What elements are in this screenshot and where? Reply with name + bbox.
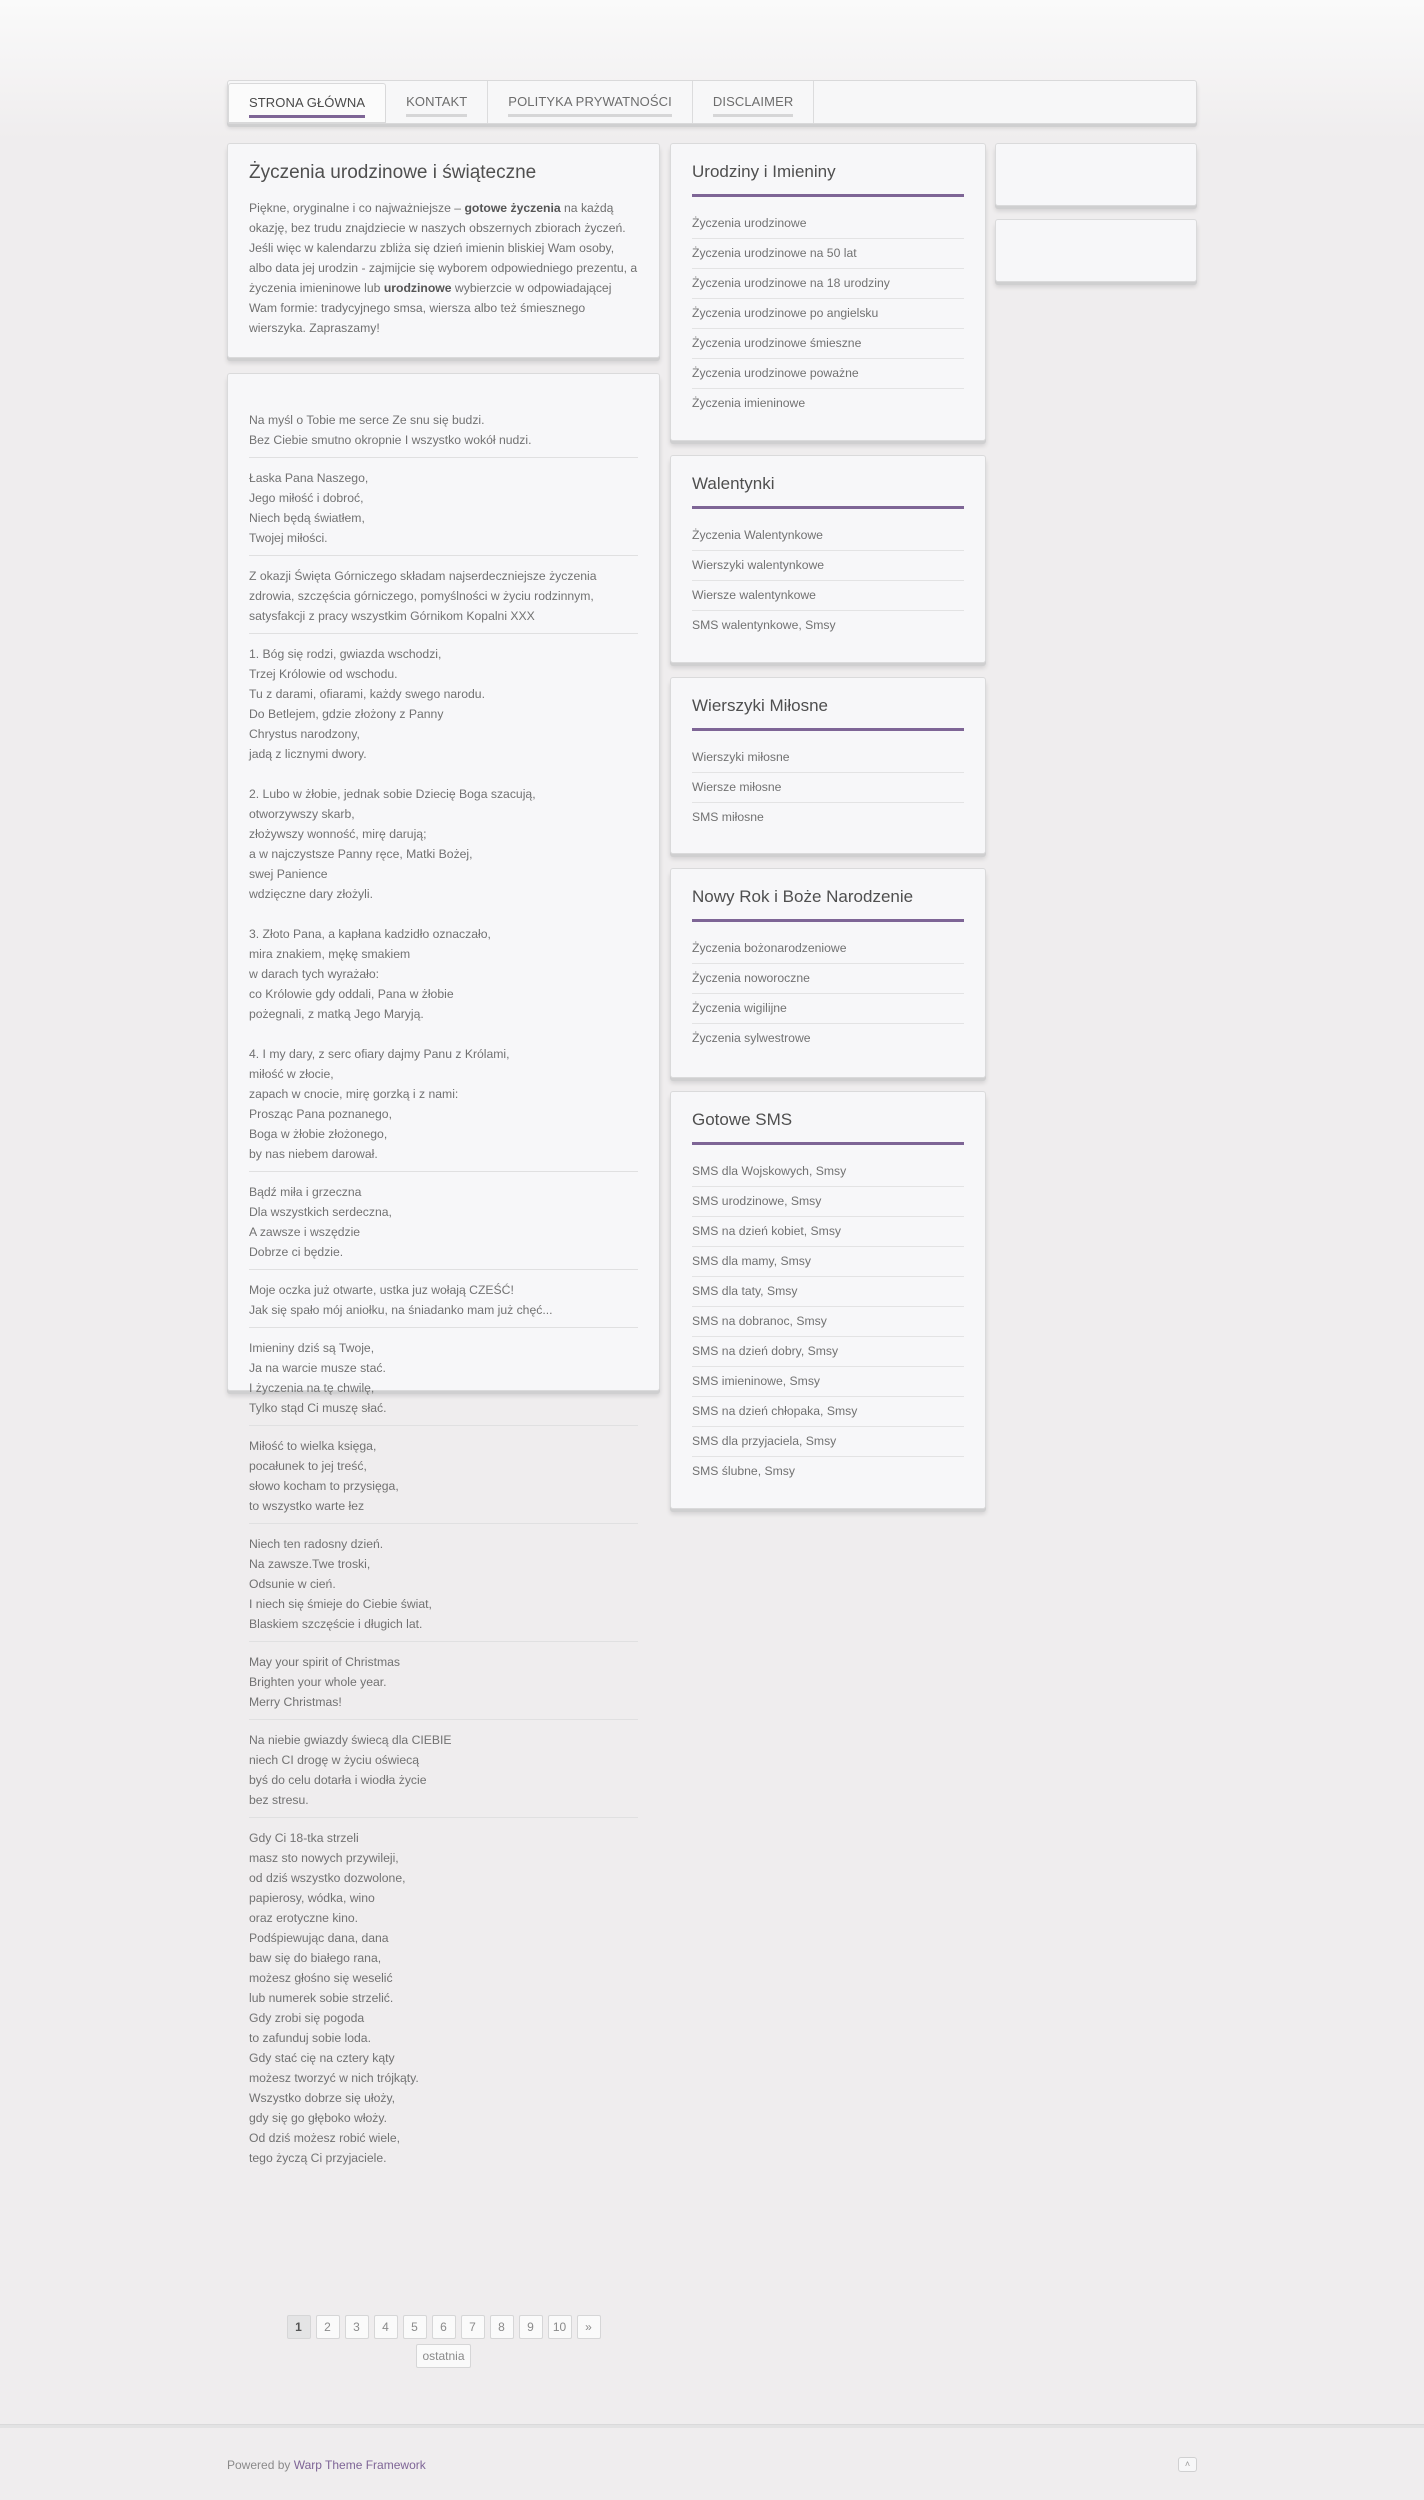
menu-item-contact[interactable] xyxy=(386,81,488,123)
wish-line: Łaska Pana Naszego, xyxy=(249,471,369,485)
wish-line: co Królowie gdy oddali, Pana w żłobie xyxy=(249,987,454,1001)
wish-line: Na zawsze.Twe troski, xyxy=(249,1557,371,1571)
menu-item-privacy-label[interactable]: POLITYKA PRYWATNOŚCI xyxy=(508,88,672,117)
sidebar-link[interactable]: SMS na dobranoc, Smsy xyxy=(692,1307,964,1337)
sidebar-module xyxy=(670,1091,986,1509)
wish-line: Blaskiem szczęście i długich lat. xyxy=(249,1617,423,1631)
sidebar-link[interactable]: SMS imieninowe, Smsy xyxy=(692,1367,964,1397)
pagination-page-6[interactable]: 6 xyxy=(432,2315,456,2339)
wish-line: Podśpiewując dana, dana xyxy=(249,1931,389,1945)
sidebar-link[interactable]: Życzenia urodzinowe na 18 urodziny xyxy=(692,269,964,299)
wish-entry xyxy=(249,1818,638,2175)
sidebar-link[interactable]: Życzenia wigilijne xyxy=(692,994,964,1024)
wish-line: bez stresu. xyxy=(249,1793,309,1807)
wish-line: baw się do białego rana, xyxy=(249,1951,382,1965)
wish-line: Niech będą światłem, xyxy=(249,511,365,525)
wish-entry xyxy=(249,1642,638,1720)
sidebar-module-title: Wierszyki Miłosne xyxy=(692,696,964,731)
menu-item-disclaimer[interactable] xyxy=(693,81,814,123)
wish-line: 2. Lubo w żłobie, jednak sobie Dziecię Boga szacują, xyxy=(249,787,536,801)
sidebar-link[interactable]: SMS na dzień kobiet, Smsy xyxy=(692,1217,964,1247)
sidebar-module xyxy=(670,677,986,854)
wish-line: Jak się spało mój aniołku, na śniadanko mam już chęć... xyxy=(249,1303,553,1317)
sidebar-link[interactable]: SMS dla Wojskowych, Smsy xyxy=(692,1157,964,1187)
sidebar-module-title: Walentynki xyxy=(692,474,964,509)
intro-bold-birthday: urodzinowe xyxy=(383,281,452,295)
wish-line: masz sto nowych przywileji, xyxy=(249,1851,399,1865)
wish-entry xyxy=(249,556,638,634)
wish-line: Twojej miłości. xyxy=(249,531,328,545)
wish-line: tego życzą Ci przyjaciele. xyxy=(249,2151,387,2165)
wish-line: możesz tworzyć w nich trójkąty. xyxy=(249,2071,419,2085)
pagination-page-8[interactable]: 8 xyxy=(490,2315,514,2339)
intro-text-part: wybierzcie w odpowiadającej Wam formie: tradycyjnego smsa, wiersza albo też śmiesznego wierszyka. Zapraszamy! xyxy=(249,281,612,335)
sidebar-link[interactable]: Wiersze miłosne xyxy=(692,773,964,803)
page-title: Życzenia urodzinowe i świąteczne xyxy=(249,162,537,183)
intro-text xyxy=(249,198,638,338)
pagination xyxy=(227,2315,660,2368)
wish-line: lub numerek sobie strzelić. xyxy=(249,1991,394,2005)
wish-line: satysfakcji z pracy wszystkim Górnikom Kopalni XXX xyxy=(249,609,535,623)
sidebar-module-title: Urodziny i Imieniny xyxy=(692,162,964,197)
wish-line: w darach tych wyrażało: xyxy=(249,967,380,981)
pagination-next-button[interactable]: » xyxy=(577,2315,601,2339)
sidebar-link[interactable]: Życzenia sylwestrowe xyxy=(692,1031,811,1045)
pagination-page-1[interactable]: 1 xyxy=(287,2315,311,2339)
wish-line: jadą z licznymi dwory. xyxy=(249,747,367,761)
powered-by-prefix: Powered by xyxy=(227,2458,294,2472)
wish-line: Odsunie w cień. xyxy=(249,1577,336,1591)
sidebar-module xyxy=(670,868,986,1078)
wish-line: pocałunek to jej treść, xyxy=(249,1459,367,1473)
sidebar-link[interactable]: SMS miłosne xyxy=(692,810,764,824)
sidebar-link[interactable]: Życzenia urodzinowe na 50 lat xyxy=(692,239,964,269)
footer xyxy=(0,2424,1424,2500)
wishes-list-box xyxy=(227,373,660,2165)
wish-line: niech CI drogę w życiu oświecą xyxy=(249,1753,420,1767)
sidebar-link[interactable]: Życzenia noworoczne xyxy=(692,964,964,994)
sidebar-link[interactable]: SMS dla mamy, Smsy xyxy=(692,1247,964,1277)
sidebar-link[interactable]: SMS na dzień chłopaka, Smsy xyxy=(692,1397,964,1427)
warp-framework-link[interactable]: Warp Theme Framework xyxy=(293,2458,426,2472)
wish-line: Trzej Królowie od wschodu. xyxy=(249,667,398,681)
wish-line: Boga w żłobie złożonego, xyxy=(249,1127,388,1141)
sidebar-link[interactable]: Życzenia urodzinowe poważne xyxy=(692,359,964,389)
wish-entry xyxy=(249,458,638,556)
sidebar-link[interactable]: SMS walentynkowe, Smsy xyxy=(692,618,836,632)
sidebar-link[interactable]: Życzenia bożonarodzeniowe xyxy=(692,934,964,964)
intro-text-part: Piękne, oryginalne i co najważniejsze – xyxy=(249,201,465,215)
wish-line: 3. Złoto Pana, a kapłana kadzidło oznaczało, xyxy=(249,927,491,941)
right-module-empty-2 xyxy=(995,219,1197,282)
stanza-gap xyxy=(249,904,638,924)
sidebar-link[interactable]: Życzenia Walentynkowe xyxy=(692,521,964,551)
wish-line: otworzywszy skarb, xyxy=(249,807,355,821)
wish-line: Tylko stąd Ci muszę słać. xyxy=(249,1401,387,1415)
wish-line: byś do celu dotarła i wiodła życie xyxy=(249,1773,427,1787)
sidebar-link[interactable]: SMS urodzinowe, Smsy xyxy=(692,1187,964,1217)
wish-line: Moje oczka już otwarte, ustka juz wołają CZEŚĆ! xyxy=(249,1283,514,1297)
wish-line: Tu z darami, ofiarami, każdy swego narodu. xyxy=(249,687,485,701)
wish-line: 1. Bóg się rodzi, gwiazda wschodzi, xyxy=(249,647,442,661)
wish-line: Gdy stać cię na cztery kąty xyxy=(249,2051,395,2065)
wish-line: Chrystus narodzony, xyxy=(249,727,360,741)
wish-line: I życzenia na tę chwilę, xyxy=(249,1381,375,1395)
wish-line: May your spirit of Christmas xyxy=(249,1655,401,1669)
sidebar-link[interactable]: Wierszyki walentynkowe xyxy=(692,551,964,581)
wish-line: mira znakiem, mękę smakiem xyxy=(249,947,411,961)
wish-line: Na niebie gwiazdy świecą dla CIEBIE xyxy=(249,1733,452,1747)
wish-line: wdzięczne dary złożyli. xyxy=(249,887,373,901)
pagination-page-10[interactable]: 10 xyxy=(548,2315,572,2339)
wish-line: słowo kocham to przysięga, xyxy=(249,1479,399,1493)
sidebar-link[interactable]: SMS ślubne, Smsy xyxy=(692,1464,795,1478)
sidebar-module-title: Nowy Rok i Boże Narodzenie xyxy=(692,887,964,922)
sidebar-module-title: Gotowe SMS xyxy=(692,1110,964,1145)
pagination-pages xyxy=(227,2315,660,2339)
intro-bold-ready-wishes: gotowe życzenia xyxy=(464,201,561,215)
sidebar-link[interactable]: Wierszyki miłosne xyxy=(692,743,964,773)
intro-text-part: na każdą okazję, bez trudu znajdziecie w naszych obszernych zbiorach życzeń. Jeśli więc w kalendarzu zbliża się dzień imienin bliskiej Wam osoby, albo data jej urodzin - zajmijcie się wyborem odpowiedniego prezentu, a życzenia imieninowe lub xyxy=(249,201,638,295)
wish-line: zdrowia, szczęścia górniczego, pomyślności w życiu rodzinnym, xyxy=(249,589,594,603)
right-module-empty-1 xyxy=(995,143,1197,206)
wish-line: Gdy Ci 18-tka strzeli xyxy=(249,1831,359,1845)
pagination-page-5[interactable]: 5 xyxy=(403,2315,427,2339)
sidebar-link[interactable]: SMS dla przyjaciela, Smsy xyxy=(692,1427,964,1457)
sidebar-link[interactable]: SMS dla taty, Smsy xyxy=(692,1277,964,1307)
wish-line: I niech się śmieje do Ciebie świat, xyxy=(249,1597,432,1611)
wish-line: zapach w cnocie, mirę gorzką i z nami: xyxy=(249,1087,459,1101)
wish-line: Do Betlejem, gdzie złożony z Panny xyxy=(249,707,444,721)
wish-line: Od dziś możesz robić wiele, xyxy=(249,2131,401,2145)
sidebar-module xyxy=(670,143,986,441)
pagination-page-4[interactable]: 4 xyxy=(374,2315,398,2339)
wish-line: Bądź miła i grzeczna xyxy=(249,1185,362,1199)
wish-line: A zawsze i wszędzie xyxy=(249,1225,361,1239)
wish-line: by nas niebem darował. xyxy=(249,1147,378,1161)
wish-line: Na myśl o Tobie me serce Ze snu się budzi. xyxy=(249,413,485,427)
wish-entry xyxy=(249,1426,638,1524)
wish-line: to zafunduj sobie loda. xyxy=(249,2031,371,2045)
wish-line: Merry Christmas! xyxy=(249,1695,342,1709)
wish-line: Ja na warcie musze stać. xyxy=(249,1361,386,1375)
main-menu xyxy=(227,80,1197,124)
powered-by-text xyxy=(227,2458,426,2472)
wishes-list xyxy=(249,410,638,2175)
wish-entry xyxy=(249,410,638,458)
wish-line: możesz głośno się weselić xyxy=(249,1971,393,1985)
sidebar-link-list xyxy=(692,1157,964,1486)
wish-line: od dziś wszystko dozwolone, xyxy=(249,1871,406,1885)
sidebar-link[interactable]: Życzenia urodzinowe śmieszne xyxy=(692,329,964,359)
scroll-to-top-icon[interactable]: ˄ xyxy=(1178,2457,1197,2472)
wish-line: Dobrze ci będzie. xyxy=(249,1245,344,1259)
wish-line: Gdy zrobi się pogoda xyxy=(249,2011,365,2025)
wish-line: gdy się go głęboko włoży. xyxy=(249,2111,387,2125)
sidebar-link[interactable]: Życzenia urodzinowe po angielsku xyxy=(692,299,964,329)
wish-entry xyxy=(249,1720,638,1818)
wish-line: oraz erotyczne kino. xyxy=(249,1911,359,1925)
pagination-page-7[interactable]: 7 xyxy=(461,2315,485,2339)
wish-line: Brighten your whole year. xyxy=(249,1675,387,1689)
wish-line: złożywszy wonność, mirę darują; xyxy=(249,827,427,841)
wish-line: Jego miłość i dobroć, xyxy=(249,491,364,505)
stanza-gap xyxy=(249,764,638,784)
wish-line: pożegnali, z matką Jego Maryją. xyxy=(249,1007,424,1021)
wish-line: a w najczystsze Panny ręce, Matki Bożej, xyxy=(249,847,473,861)
wish-line: Bez Ciebie smutno okropnie I wszystko wokół nudzi. xyxy=(249,433,532,447)
menu-item-home[interactable] xyxy=(228,83,386,123)
wish-entry xyxy=(249,1328,638,1426)
wish-line: Dla wszystkich serdeczna, xyxy=(249,1205,392,1219)
menu-item-privacy-policy[interactable] xyxy=(488,81,693,123)
intro-box xyxy=(227,143,660,358)
wish-entry xyxy=(249,1270,638,1328)
wish-line: Wszystko dobrze się ułoży, xyxy=(249,2091,396,2105)
wish-entry xyxy=(249,1172,638,1270)
wish-line: Imieniny dziś są Twoje, xyxy=(249,1341,375,1355)
wish-line: Prosząc Pana poznanego, xyxy=(249,1107,392,1121)
wish-line: miłość w złocie, xyxy=(249,1067,334,1081)
wish-line: to wszystko warte łez xyxy=(249,1499,365,1513)
sidebar-link-list xyxy=(692,521,964,640)
sidebar-link[interactable]: Życzenia urodzinowe xyxy=(692,209,964,239)
wish-entry xyxy=(249,1524,638,1642)
sidebar-link[interactable]: Życzenia imieninowe xyxy=(692,396,806,410)
menu-item-disclaimer-label[interactable]: DISCLAIMER xyxy=(713,88,793,117)
sidebar-link-list xyxy=(692,743,964,832)
sidebar-link[interactable]: SMS na dzień dobry, Smsy xyxy=(692,1337,964,1367)
wish-line: Niech ten radosny dzień. xyxy=(249,1537,384,1551)
menu-item-contact-label[interactable]: KONTAKT xyxy=(406,88,467,117)
wish-line: Miłość to wielka księga, xyxy=(249,1439,377,1453)
sidebar-module xyxy=(670,455,986,663)
wish-line: 4. I my dary, z serc ofiary dajmy Panu z Królami, xyxy=(249,1047,510,1061)
pagination-last-button[interactable]: ostatnia xyxy=(416,2344,470,2368)
wish-line: Z okazji Święta Górniczego składam najserdeczniejsze życzenia xyxy=(249,569,597,583)
wish-line: papierosy, wódka, wino xyxy=(249,1891,375,1905)
stanza-gap xyxy=(249,1024,638,1044)
sidebar-link-list xyxy=(692,934,964,1053)
wish-line: swej Panience xyxy=(249,867,328,881)
sidebar-link-list xyxy=(692,209,964,418)
menu-item-home-label[interactable]: STRONA GŁÓWNA xyxy=(249,89,365,118)
pagination-page-9[interactable]: 9 xyxy=(519,2315,543,2339)
pagination-page-3[interactable]: 3 xyxy=(345,2315,369,2339)
sidebar-link[interactable]: Wiersze walentynkowe xyxy=(692,581,964,611)
wish-entry xyxy=(249,634,638,1172)
pagination-page-2[interactable]: 2 xyxy=(316,2315,340,2339)
